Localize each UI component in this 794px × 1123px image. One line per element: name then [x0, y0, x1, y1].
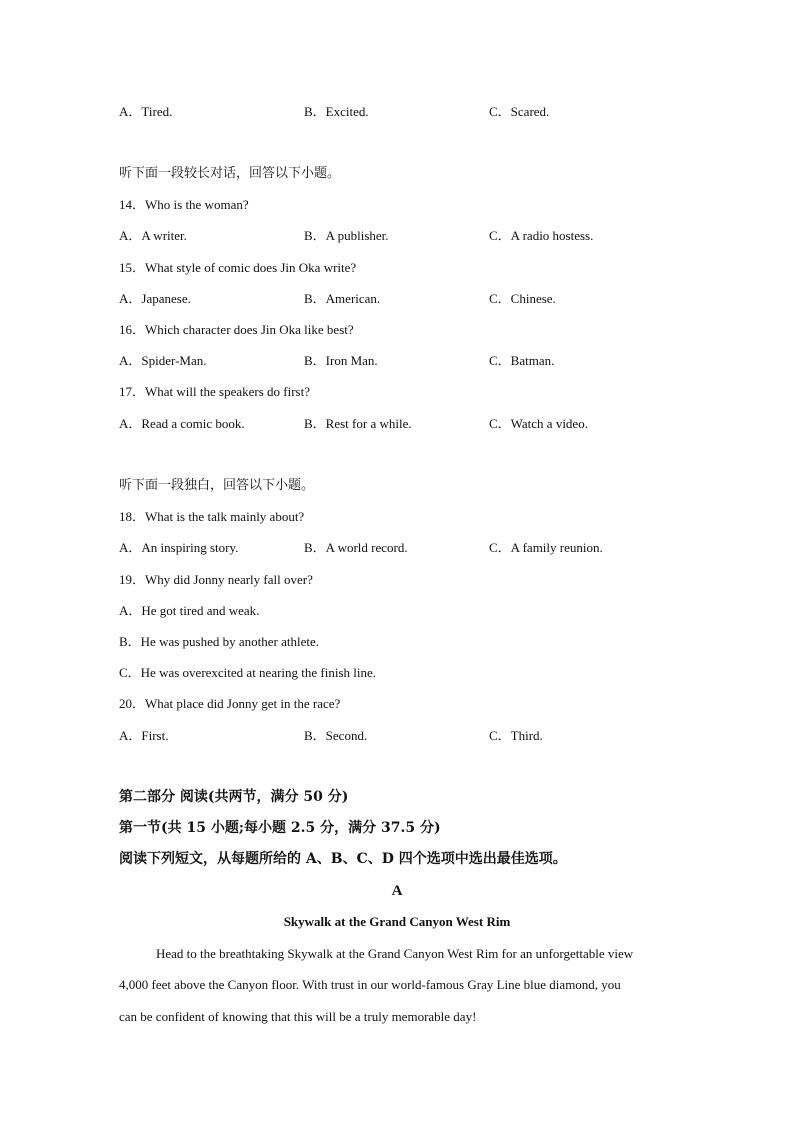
part2-instruction: 阅读下列短文，从每题所给的 A、B、C、D 四个选项中选出最佳选项。: [119, 851, 567, 867]
q15-option-c: C．Chinese.: [489, 291, 556, 306]
q18-option-a: A．An inspiring story.: [119, 540, 239, 555]
q13-option-a: A．Tired.: [119, 104, 173, 119]
q15-option-b: B．American.: [304, 291, 381, 306]
q20-question: 20．What place did Jonny get in the race?: [119, 696, 341, 711]
passage-line-3: can be confident of knowing that this will be a truly memorable day!: [119, 1009, 477, 1024]
part2-subheading: 第一节(共 15 小题;每小题 2.5 分，满分 37.5 分): [119, 820, 441, 836]
q19-option-c: C．He was overexcited at nearing the finish line.: [119, 665, 377, 680]
passage-line-2: 4,000 feet above the Canyon floor. With trust in our world-famous Gray Line blue diamond, you: [119, 977, 621, 992]
q18-options: [119, 540, 679, 556]
q13-option-b: B．Excited.: [304, 104, 369, 119]
q14-question: 14．Who is the woman?: [119, 197, 249, 212]
q19-option-b: B．He was pushed by another athlete.: [119, 634, 320, 649]
passage-line-1: Head to the breathtaking Skywalk at the Grand Canyon West Rim for an unforgettable view: [156, 946, 634, 961]
q18-question: 18．What is the talk mainly about?: [119, 509, 305, 524]
q15-question: 15．What style of comic does Jin Oka write?: [119, 260, 357, 275]
q14-option-b: B．A publisher.: [304, 228, 389, 243]
q16-option-c: C．Batman.: [489, 353, 555, 368]
q20-option-b: B．Second.: [304, 728, 368, 743]
q18-option-b: B．A world record.: [304, 540, 408, 555]
q16-option-b: B．Iron Man.: [304, 353, 378, 368]
q14-options: [119, 228, 679, 244]
q20-options: [119, 728, 679, 744]
q17-question: 17．What will the speakers do first?: [119, 384, 310, 399]
q16-options: [119, 353, 679, 369]
section-monologue-instruction: 听下面一段独白，回答以下小题。: [119, 478, 315, 493]
part2-heading: 第二部分 阅读(共两节，满分 50 分): [119, 789, 349, 805]
q16-question: 16．Which character does Jin Oka like best?: [119, 322, 354, 337]
q20-option-a: A．First.: [119, 728, 169, 743]
q17-option-a: A．Read a comic book.: [119, 416, 245, 431]
q13-options: [119, 104, 679, 120]
q18-option-c: C．A family reunion.: [489, 540, 603, 555]
q20-option-c: C．Third.: [489, 728, 543, 743]
q17-option-c: C．Watch a video.: [489, 416, 588, 431]
q17-options: [119, 416, 679, 432]
passage-letter: A: [391, 883, 403, 899]
q16-option-a: A．Spider-Man.: [119, 353, 207, 368]
q14-option-a: A．A writer.: [119, 228, 187, 243]
passage-title: Skywalk at the Grand Canyon West Rim: [283, 914, 511, 929]
q15-option-a: A．Japanese.: [119, 291, 191, 306]
q14-option-c: C．A radio hostess.: [489, 228, 594, 243]
section-long-dialogue-instruction: 听下面一段较长对话，回答以下小题。: [119, 166, 341, 181]
q17-option-b: B．Rest for a while.: [304, 416, 412, 431]
q19-question: 19．Why did Jonny nearly fall over?: [119, 572, 313, 587]
q19-option-a: A．He got tired and weak.: [119, 603, 260, 618]
q13-option-c: C．Scared.: [489, 104, 550, 119]
q15-options: [119, 291, 679, 307]
